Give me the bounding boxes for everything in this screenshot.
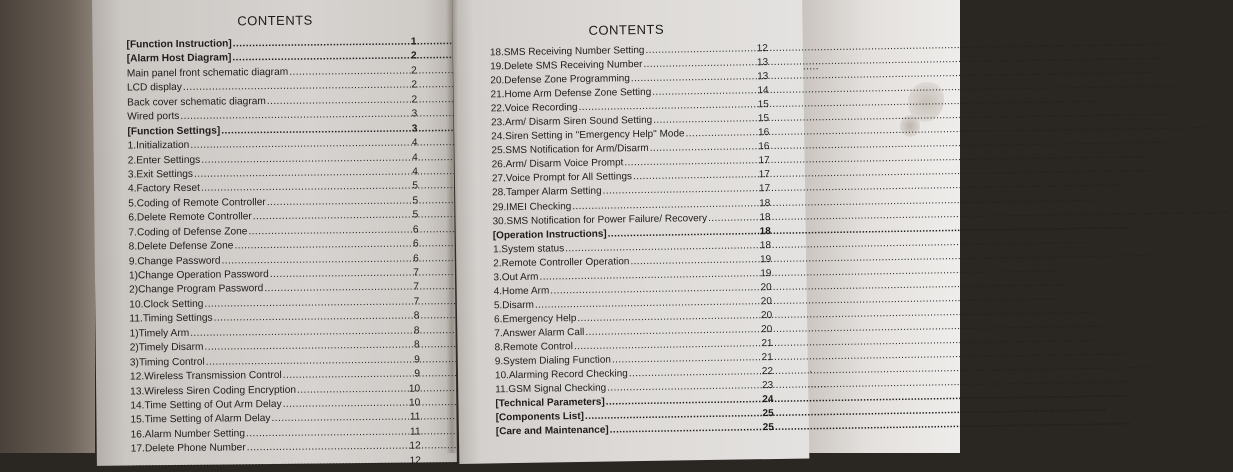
toc-entry-label: 16.Alarm Number Setting (130, 428, 246, 441)
toc-entry-page-number: 8 (413, 310, 420, 322)
toc-entry-page-number: 8 (413, 325, 420, 337)
toc-entry-page-number: 7 (413, 296, 420, 308)
toc-entry-label: [Care and Maintenance] (495, 424, 609, 438)
left-page (92, 0, 457, 466)
toc-entry-page-number: 21 (761, 352, 773, 364)
toc-dot-leader (610, 421, 762, 437)
toc-entry-page-number: 8 (413, 339, 420, 351)
left-page-heading: CONTENTS (237, 12, 313, 29)
toc-dot-leader (132, 454, 409, 471)
toc-entry-page-number: 15 (757, 99, 769, 111)
toc-entry-label: 30.SMS Notification for Power Failure/ Recovery (492, 212, 708, 227)
toc-entry-page-number: 4 (411, 151, 418, 164)
toc-entry-label: [Operation Instructions] (492, 228, 607, 241)
toc-entry-page-number: 2 (410, 50, 417, 62)
toc-dot-leader (289, 64, 410, 80)
toc-entry-label: 3)Timing Control (129, 356, 205, 369)
toc-entry-page-number: 18 (759, 225, 771, 237)
toc-entry-label: 29.IMEI Checking (492, 200, 572, 213)
toc-entry-page-number: 7 (413, 281, 420, 293)
toc-entry-label: 2.Enter Settings (127, 154, 201, 167)
toc-entry-page-number: 17 (758, 183, 771, 195)
toc-entry-label: 3.Out Arm (493, 271, 539, 284)
toc-entry-page-number: 11 (409, 426, 421, 438)
toc-entry-label: 28.Tamper Alarm Setting (492, 186, 602, 199)
toc-entry-page-number: 20 (760, 295, 772, 308)
toc-dot-leader (685, 127, 757, 142)
toc-entry-page-number: 4 (412, 166, 418, 178)
toc-entry-label: 23.Arm/ Disarm Siren Sound Setting (490, 115, 653, 129)
toc-entry-label: 5.Coding of Remote Controller (128, 196, 266, 210)
toc-entry-page-number: 20 (760, 309, 773, 322)
toc-entry-page-number: 17 (758, 169, 770, 181)
toc-entry-page-number: 19 (759, 253, 772, 265)
toc-entry-page-number: 19 (760, 267, 772, 279)
toc-entry-page-number: 14 (757, 85, 769, 97)
right-page (452, 0, 809, 464)
toc-entry-label: 5.Disarm (493, 299, 534, 312)
toc-entry-page-number: 18 (759, 197, 771, 209)
toc-entry-label: 10.Alarming Record Checking (494, 368, 628, 382)
toc-entry-page-number: 6 (413, 253, 419, 265)
toc-entry-page-number: 20 (760, 281, 772, 293)
toc-entry-page-number: 24 (762, 394, 774, 406)
toc-entry-page-number: 2 (411, 94, 418, 106)
toc-dot-leader (270, 267, 413, 283)
toc-entry-page-number: 20 (761, 323, 773, 336)
right-toc-list (490, 42, 774, 440)
toc-entry-page-number: 11 (409, 411, 421, 423)
toc-entry-page-number: 16 (758, 141, 770, 153)
toc-entry-label: 2.Remote Controller Operation (493, 255, 630, 270)
toc-entry-page-number: 12 (409, 455, 421, 467)
toc-entry-label: 25.SMS Notification for Arm/Disarm (491, 143, 649, 157)
toc-entry-label: [Components List] (495, 411, 585, 424)
toc-entry-page-number: 16 (758, 127, 770, 139)
toc-entry-label: Main panel front schematic diagram (126, 66, 289, 80)
toc-entry-page-number: 17 (758, 155, 770, 167)
toc-entry-page-number: 25 (762, 422, 774, 434)
toc-entry-label: 9.System Dialing Function (494, 354, 612, 368)
toc-entry-label: 27.Voice Prompt for All Settings (491, 171, 633, 185)
toc-dot-leader (264, 281, 412, 297)
toc-entry-label: 22.Voice Recording (490, 102, 578, 115)
toc-entry-page-number: 22 (761, 366, 774, 378)
toc-entry-page-number: 2 (411, 65, 417, 77)
toc-entry (131, 454, 421, 471)
toc-entry-label: 6.Emergency Help (494, 312, 577, 326)
toc-entry-label: 19.Delete SMS Receiving Number (490, 59, 643, 73)
toc-entry-page-number: 13 (757, 71, 769, 83)
toc-entry-page-number: 21 (761, 337, 773, 350)
toc-entry-page-number: 4 (411, 137, 418, 149)
toc-entry-label: 6.Delete Remote Controller (128, 211, 252, 224)
toc-entry-page-number: 9 (414, 368, 421, 380)
toc-entry-page-number: 6 (412, 224, 419, 236)
toc-entry-label: 2)Change Program Password (129, 283, 264, 296)
toc-entry-label: 4.Factory Reset (127, 183, 200, 195)
toc-entry-page-number: 7 (413, 267, 419, 279)
toc-entry-page-number: 3 (411, 123, 418, 135)
toc-entry-label: 3.Exit Settings (127, 168, 194, 181)
toc-entry-label: 1)Change Operation Password (128, 269, 269, 282)
toc-entry-label: 8.Remote Control (494, 341, 574, 354)
toc-entry-page-number: 12 (409, 440, 421, 452)
toc-entry-label: 1.System status (492, 242, 565, 256)
toc-entry-label: 12.Wireless Transmission Control (129, 369, 282, 383)
toc-entry-label: 24.Siren Setting in "Emergency Help" Mode (491, 128, 685, 143)
toc-entry-page-number: 25 (762, 408, 774, 420)
toc-entry-page-number: 5 (412, 209, 419, 221)
toc-entry-label: 1)Timely Arm (129, 327, 190, 340)
toc-entry-page-number: 13 (756, 57, 769, 69)
toc-entry-page-number: 10 (408, 382, 421, 395)
toc-entry-label: Wired ports (127, 111, 180, 123)
toc-entry-page-number: 23 (761, 380, 774, 392)
toc-entry-page-number: 9 (414, 354, 420, 366)
right-page-heading: CONTENTS (588, 21, 665, 38)
toc-entry-page-number: 5 (412, 195, 419, 207)
toc-entry-label: Back cover schematic diagram (127, 95, 266, 109)
toc-entry-label: 9.Change Password (128, 255, 221, 268)
toc-entry-label: 8.Delete Defense Zone (128, 240, 234, 253)
toc-entry-label: 17.Delete Phone Number (130, 442, 246, 455)
toc-dot-leader (283, 368, 414, 384)
toc-dot-leader (271, 411, 409, 427)
toc-entry-page-number: 18 (759, 211, 771, 223)
toc-entry-page-number: 3 (411, 108, 418, 120)
background-left (0, 0, 95, 453)
toc-entry-label: [Function Settings] (127, 125, 221, 138)
toc-entry (496, 421, 774, 439)
toc-dot-leader (267, 93, 411, 109)
toc-dot-leader (267, 194, 412, 210)
toc-entry-label: 13.Wireless Siren Coding Encryption (130, 384, 297, 398)
toc-dot-leader (708, 211, 759, 226)
toc-entry-page-number: 1 (410, 36, 417, 48)
toc-entry-page-number: 10 (408, 397, 421, 409)
toc-entry-label: 7.Coding of Defense Zone (128, 225, 248, 239)
toc-entry-label: 4.Home Arm (493, 285, 550, 298)
toc-entry-label: 14.Time Setting of Out Arm Delay (130, 398, 282, 412)
toc-entry-label: 11.Timing Settings (129, 312, 213, 325)
toc-entry-label: 15.Time Setting of Alarm Delay (130, 413, 271, 426)
toc-entry-label: 10.Clock Setting (129, 298, 204, 311)
toc-entry-page-number: 12 (756, 43, 768, 55)
toc-entry-label: 21.Home Arm Defense Zone Setting (490, 87, 652, 101)
toc-entry-page-number: 5 (412, 180, 419, 192)
toc-entry-page-number: 18 (759, 239, 772, 251)
toc-entry-label: [Alarm Host Diagram] (126, 52, 232, 65)
toc-entry-page-number: 2 (411, 79, 418, 91)
toc-entry-label: 20.Defense Zone Programming (490, 73, 630, 87)
left-toc-list (126, 35, 421, 471)
toc-dot-leader (297, 382, 408, 398)
toc-entry-label: 7.Answer Alarm Call (494, 326, 585, 340)
toc-entry-label: 18.SMS Receiving Number Setting (489, 44, 645, 59)
toc-entry-label: [Function Instruction] (126, 38, 232, 51)
toc-entry-label: 26.Arm/ Disarm Voice Prompt (491, 157, 624, 171)
toc-entry-page-number: 6 (412, 238, 419, 250)
toc-entry-label: 1.Initialization (127, 139, 190, 152)
toc-entry-label: LCD display (126, 82, 182, 94)
toc-dot-leader (283, 397, 408, 413)
toc-entry-label: [Technical Parameters] (495, 396, 605, 410)
toc-entry-label: 2)Timely Disarm (129, 341, 204, 354)
toc-entry-page-number: 15 (757, 113, 770, 125)
book-gutter (446, 0, 458, 453)
toc-entry-label: 11.GSM Signal Checking (495, 382, 607, 396)
